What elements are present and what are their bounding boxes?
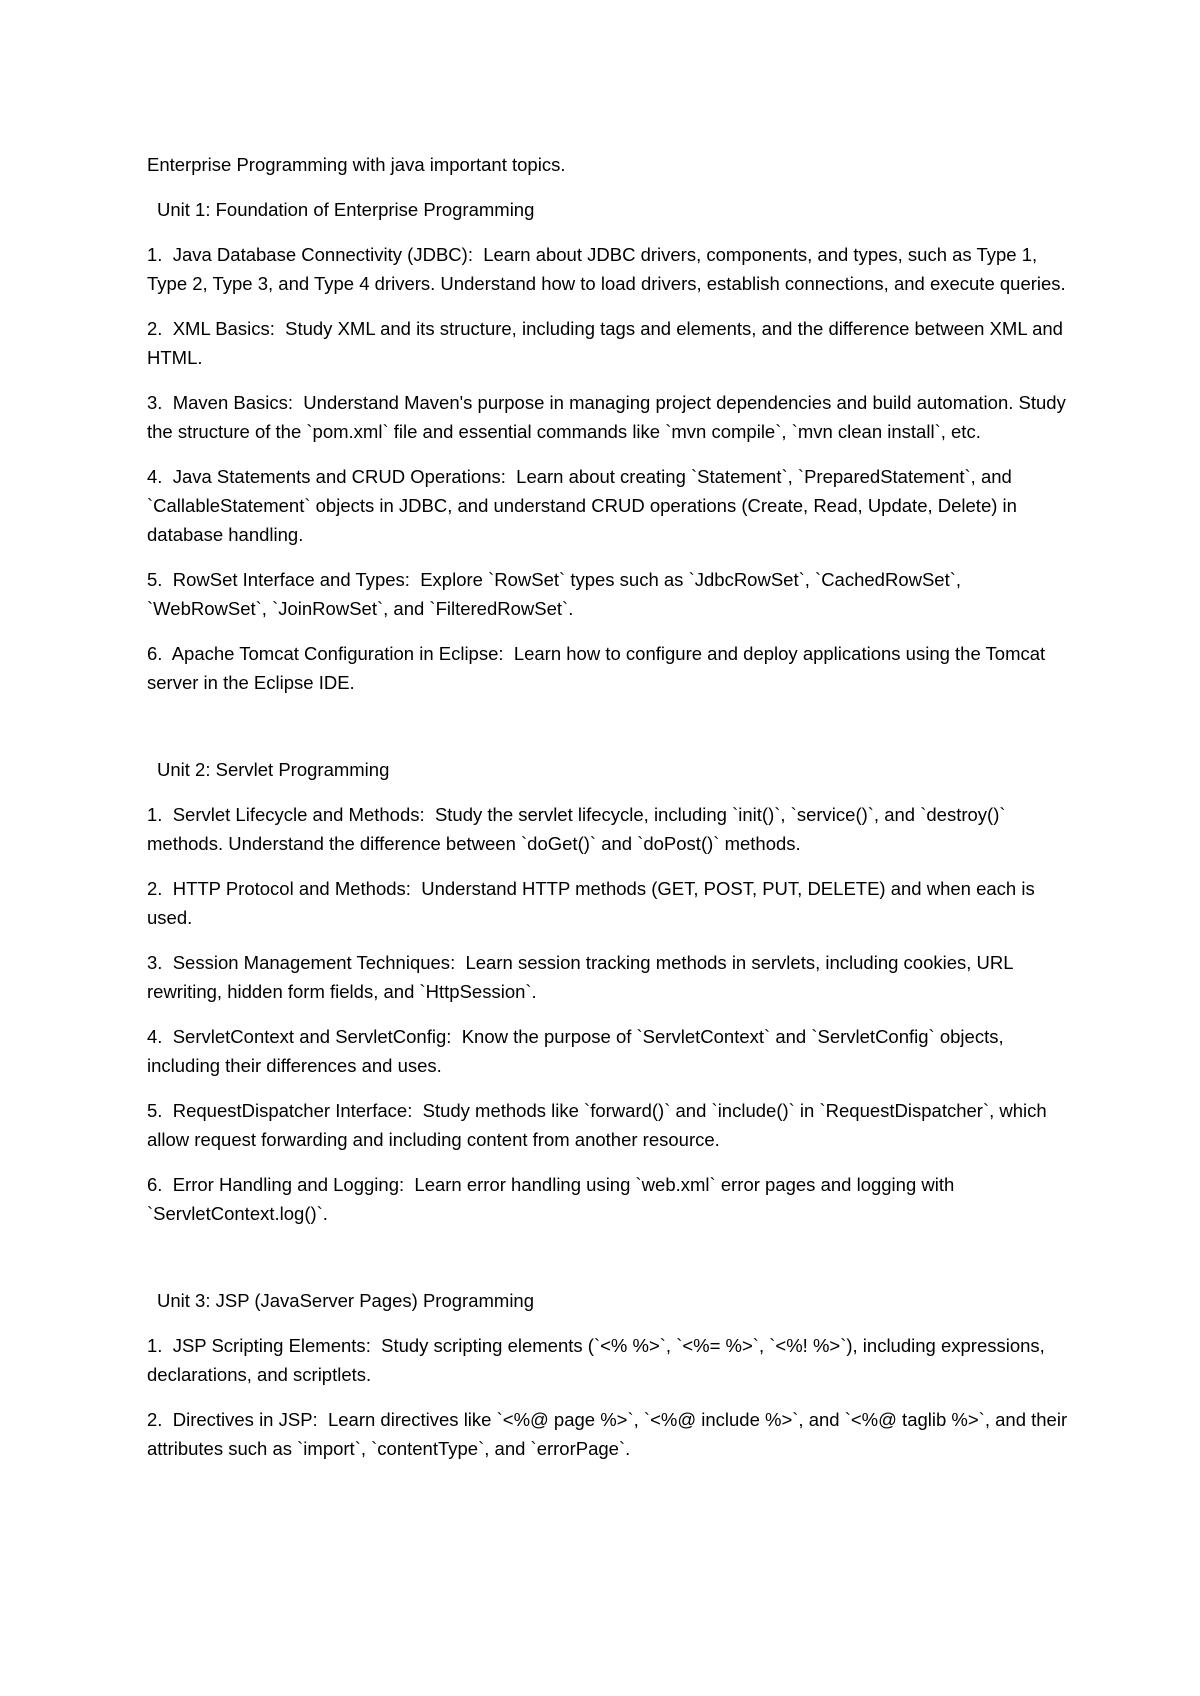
item-description: Understand HTTP methods (GET, POST, PUT, DELETE) and when each is used. xyxy=(147,878,1035,928)
item-number: 3. xyxy=(147,392,163,413)
item-description: Learn error handling using `web.xml` error pages and logging with `ServletContext.log()`. xyxy=(147,1174,955,1224)
unit-3-section xyxy=(147,1286,1077,1463)
item-topic: Apache Tomcat Configuration in Eclipse : xyxy=(172,643,504,664)
unit-1-item-1 xyxy=(147,240,1077,298)
item-description: Learn directives like `<%@ page %>`, `<%@ include %>`, and `<%@ taglib %>`, and their attributes such as `import`, `contentType`, and `errorPage`. xyxy=(147,1409,1068,1459)
unit-2-item-1 xyxy=(147,800,1077,858)
unit-1-heading: Unit 1: Foundation of Enterprise Programming xyxy=(157,199,535,220)
unit-2-item-3 xyxy=(147,948,1077,1006)
item-topic: Java Database Connectivity (JDBC) : xyxy=(173,244,473,265)
unit-1-item-3 xyxy=(147,388,1077,446)
item-number: 2. xyxy=(147,878,163,899)
item-number: 1. xyxy=(147,1335,163,1356)
item-number: 4. xyxy=(147,1026,163,1047)
item-description: Know the purpose of `ServletContext` and `ServletConfig` objects, including their differences and uses. xyxy=(147,1026,1004,1076)
item-number: 5. xyxy=(147,1100,163,1121)
unit-1-item-5 xyxy=(147,565,1077,623)
item-description: Study methods like `forward()` and `include()` in `RequestDispatcher`, which allow request forwarding and including content from another resource. xyxy=(147,1100,1047,1150)
item-number: 6. xyxy=(147,643,163,664)
unit-2-item-2 xyxy=(147,874,1077,932)
item-topic: JSP Scripting Elements : xyxy=(173,1335,371,1356)
item-topic: Servlet Lifecycle and Methods : xyxy=(173,804,425,825)
section-spacer xyxy=(147,713,1077,755)
item-number: 4. xyxy=(147,466,163,487)
unit-2-item-6 xyxy=(147,1170,1077,1228)
item-description: Understand Maven's purpose in managing project dependencies and build automation. Study the structure of the `pom.xml` file and essential commands like `mvn compile`, `mvn clean install`, etc. xyxy=(147,392,1066,442)
item-number: 1. xyxy=(147,244,163,265)
unit-2-heading: Unit 2: Servlet Programming xyxy=(157,759,390,780)
item-topic: Maven Basics : xyxy=(173,392,293,413)
unit-2-section xyxy=(147,755,1077,1228)
item-number: 2. xyxy=(147,1409,163,1430)
item-number: 5. xyxy=(147,569,163,590)
unit-3-item-2 xyxy=(147,1405,1077,1463)
item-description: Learn about creating `Statement`, `PreparedStatement`, and `CallableStatement` objects in JDBC, and understand CRUD operations (Create, Read, Update, Delete) in database handling. xyxy=(147,466,1017,545)
item-number: 2. xyxy=(147,318,163,339)
item-number: 6. xyxy=(147,1174,163,1195)
unit-3-heading: Unit 3: JSP (JavaServer Pages) Programming xyxy=(157,1290,535,1311)
item-topic: ServletContext and ServletConfig : xyxy=(173,1026,452,1047)
item-number: 3. xyxy=(147,952,163,973)
item-description: Learn session tracking methods in servlets, including cookies, URL rewriting, hidden form fields, and `HttpSession`. xyxy=(147,952,1013,1002)
document-content xyxy=(147,150,1077,1479)
unit-2-item-4 xyxy=(147,1022,1077,1080)
item-topic: HTTP Protocol and Methods : xyxy=(173,878,411,899)
item-topic: Java Statements and CRUD Operations : xyxy=(173,466,506,487)
item-description: Study the servlet lifecycle, including `init()`, `service()`, and `destroy()` methods. Understand the difference between `doGet()` and `doPost()` methods. xyxy=(147,804,1006,854)
section-spacer xyxy=(147,1244,1077,1286)
unit-1-item-2 xyxy=(147,314,1077,372)
document-title: Enterprise Programming with java important topics. xyxy=(147,154,566,175)
item-topic: Directives in JSP : xyxy=(173,1409,318,1430)
item-description: Explore `RowSet` types such as `JdbcRowSet`, `CachedRowSet`, `WebRowSet`, `JoinRowSet`, and `FilteredRowSet`. xyxy=(147,569,962,619)
item-description: Learn how to configure and deploy applications using the Tomcat server in the Eclipse IDE. xyxy=(147,643,1046,693)
item-topic: Error Handling and Logging : xyxy=(173,1174,404,1195)
unit-1-section xyxy=(147,195,1077,697)
unit-1-item-4 xyxy=(147,462,1077,549)
unit-2-item-5 xyxy=(147,1096,1077,1154)
item-topic: Session Management Techniques : xyxy=(173,952,455,973)
item-number: 1. xyxy=(147,804,163,825)
item-description: Learn about JDBC drivers, components, and types, such as Type 1, Type 2, Type 3, and Type 4 drivers. Understand how to load drivers, establish connections, and execute queries. xyxy=(147,244,1066,294)
item-description: Study scripting elements (`<% %>`, `<%= %>`, `<%! %>`), including expressions, declarations, and scriptlets. xyxy=(147,1335,1045,1385)
unit-1-item-6 xyxy=(147,639,1077,697)
item-topic: RowSet Interface and Types : xyxy=(173,569,410,590)
item-description: Study XML and its structure, including tags and elements, and the difference between XML and HTML. xyxy=(147,318,1063,368)
item-topic: RequestDispatcher Interface : xyxy=(173,1100,413,1121)
unit-3-item-1 xyxy=(147,1331,1077,1389)
item-topic: XML Basics : xyxy=(173,318,275,339)
